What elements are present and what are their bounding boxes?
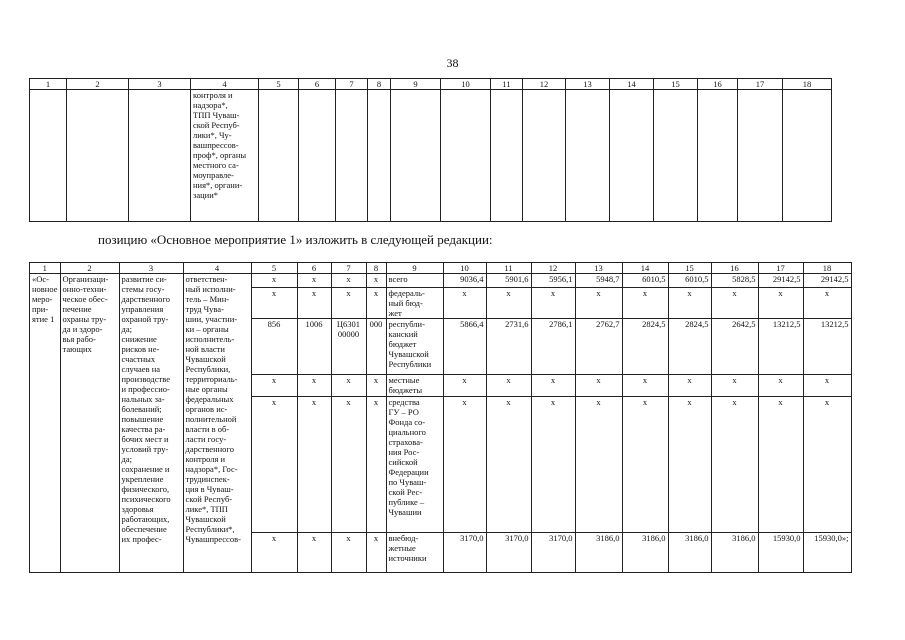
amount-cell: 29142,5 xyxy=(803,274,851,288)
header-cell: 9 xyxy=(386,263,443,274)
cell-line: «Ос- xyxy=(32,274,49,284)
cell-line: бюджеты xyxy=(388,385,423,395)
header-cell: 6 xyxy=(297,263,331,274)
cell-line: тель – Мин- xyxy=(185,294,230,304)
cell-line: Чувашской xyxy=(388,349,429,359)
cell-line: работающих, xyxy=(121,514,170,524)
cell-line: развитие си- xyxy=(121,274,167,284)
code-cell: x xyxy=(251,274,297,288)
cell-line: вашпрессов- xyxy=(193,140,239,150)
amount-cell: x xyxy=(486,288,531,319)
cell-line: республи- xyxy=(388,319,425,329)
cell-line: власти в об- xyxy=(185,424,230,434)
funding-source-cell xyxy=(386,319,443,375)
cell-line: лики*, Чу- xyxy=(193,130,232,140)
cell-line: обеспечение xyxy=(121,524,167,534)
header-cell: 7 xyxy=(336,79,368,90)
header-cell: 15 xyxy=(654,79,698,90)
cell-line: ответствен- xyxy=(185,274,228,284)
amount-cell: 2762,7 xyxy=(575,319,622,375)
cell-line: местные xyxy=(388,375,420,385)
cell-line: жетные xyxy=(388,543,416,553)
cell-line: стемы госу- xyxy=(121,284,165,294)
code-cell: x xyxy=(251,533,297,573)
cell-line: Республики xyxy=(388,359,432,369)
cell-line: печение xyxy=(62,304,92,314)
header-cell: 4 xyxy=(191,79,259,90)
cell-line: управления xyxy=(121,304,164,314)
funding-source-cell xyxy=(386,533,443,573)
amount-cell: 3170,0 xyxy=(443,533,486,573)
code-cell: x xyxy=(366,533,386,573)
header-cell: 10 xyxy=(441,79,491,90)
header-cell: 13 xyxy=(575,263,622,274)
cell-line: ные органы xyxy=(185,384,228,394)
amount-cell: 5866,4 xyxy=(443,319,486,375)
cell-line: ласти госу- xyxy=(185,434,227,444)
code-cell: x xyxy=(297,397,331,533)
cell-line: меро- xyxy=(32,294,53,304)
cell-line: жет xyxy=(388,308,402,318)
cell-line: нальных за- xyxy=(121,394,165,404)
amount-cell: 29142,5 xyxy=(758,274,803,288)
amount-cell: 5956,1 xyxy=(531,274,575,288)
amount-cell: x xyxy=(531,375,575,397)
amount-cell: 2824,5 xyxy=(668,319,711,375)
cell-line: органов ис- xyxy=(185,404,228,414)
code-cell: x xyxy=(366,288,386,319)
cell-line: Федерации xyxy=(388,467,429,477)
cell-line: лике*, ТПП xyxy=(185,504,228,514)
header-cell: 17 xyxy=(758,263,803,274)
cell-line: полнительной xyxy=(185,414,237,424)
amount-cell: x xyxy=(486,375,531,397)
amount-cell: x xyxy=(575,397,622,533)
code-cell: x xyxy=(331,397,366,533)
cell-line: по Чуваш- xyxy=(388,477,427,487)
cell-line: ской Респуб- xyxy=(185,494,233,504)
continuation-table xyxy=(29,78,832,222)
cell-line: моуправле- xyxy=(193,170,234,180)
amount-cell: x xyxy=(668,288,711,319)
code-cell: x xyxy=(366,274,386,288)
event-name-cell xyxy=(30,274,61,573)
cell-line: контроля и xyxy=(185,454,226,464)
cell-line: ГУ – РО xyxy=(388,407,419,417)
cell-line: федераль- xyxy=(388,288,425,298)
header-cell: 12 xyxy=(523,79,566,90)
header-cell: 3 xyxy=(129,79,191,90)
code-cell: x xyxy=(251,397,297,533)
cell-line: охраной тру- xyxy=(121,314,169,324)
cell-line: Чувашии xyxy=(388,507,422,517)
cell-line: дарственного xyxy=(121,294,170,304)
cell-line: зации* xyxy=(193,190,219,200)
cell-line: страхова- xyxy=(388,437,423,447)
amount-cell: 3186,0 xyxy=(575,533,622,573)
amount-cell: 5901,6 xyxy=(486,274,531,288)
code-cell: x xyxy=(297,375,331,397)
amount-cell: x xyxy=(622,397,668,533)
code-cell: x xyxy=(331,533,366,573)
amount-cell: 3170,0 xyxy=(486,533,531,573)
funding-source-cell xyxy=(386,375,443,397)
cell-line: физического, xyxy=(121,484,170,494)
cell-line: счастных xyxy=(121,354,156,364)
code-cell: x xyxy=(251,288,297,319)
header-cell: 12 xyxy=(531,263,575,274)
cell-line: труд Чува- xyxy=(185,304,224,314)
amount-cell: x xyxy=(758,397,803,533)
cell-line: Чувашской xyxy=(185,514,226,524)
cell-line: ТПП Чуваш- xyxy=(193,110,240,120)
cell-line: всего xyxy=(388,274,408,284)
cell-line: онно-техни- xyxy=(62,284,107,294)
cell-line: федеральных xyxy=(185,394,234,404)
cell-line: ный бюд- xyxy=(388,298,423,308)
cell-line: ния Рос- xyxy=(388,447,420,457)
cell-line: случаев на xyxy=(121,364,161,374)
cell-line: тающих xyxy=(62,344,92,354)
cell-line: проф*, органы xyxy=(193,150,247,160)
amount-cell: 2731,6 xyxy=(486,319,531,375)
cell-line: Чувашпрессов- xyxy=(185,534,241,544)
cell-line: территориаль- xyxy=(185,374,238,384)
cell-line: ный исполни- xyxy=(185,284,236,294)
cell-line: Организаци- xyxy=(62,274,109,284)
amount-cell: 5948,7 xyxy=(575,274,622,288)
code-cell: 1006 xyxy=(297,319,331,375)
header-row xyxy=(30,263,852,274)
code-cell: 000 xyxy=(366,319,386,375)
cell-line: средства xyxy=(388,397,420,407)
amount-cell: 3186,0 xyxy=(622,533,668,573)
funding-source-cell xyxy=(386,288,443,319)
amount-cell: 15930,0»; xyxy=(803,533,851,573)
funding-source-cell xyxy=(386,274,443,288)
cell-line: источники xyxy=(388,553,427,563)
cell-line: публике – xyxy=(388,497,425,507)
cell-line: дарственного xyxy=(185,444,234,454)
header-cell: 11 xyxy=(491,79,523,90)
code-cell: x xyxy=(366,397,386,533)
amount-cell: 15930,0 xyxy=(758,533,803,573)
cell-line: бюджет xyxy=(388,339,417,349)
code-cell: 856 xyxy=(251,319,297,375)
cell-line: контроля и xyxy=(193,90,233,100)
cell-line: психического xyxy=(121,494,171,504)
header-cell: 13 xyxy=(566,79,610,90)
table-row xyxy=(30,274,852,288)
cell-line: ческое обес- xyxy=(62,294,108,304)
amount-cell: 3186,0 xyxy=(711,533,758,573)
amount-cell: x xyxy=(575,375,622,397)
header-cell: 5 xyxy=(251,263,297,274)
header-cell: 10 xyxy=(443,263,486,274)
header-cell: 1 xyxy=(30,263,61,274)
header-cell: 11 xyxy=(486,263,531,274)
task-cell xyxy=(119,274,183,573)
code-cell: x xyxy=(297,288,331,319)
amount-cell: 3170,0 xyxy=(531,533,575,573)
code-cell: x xyxy=(297,533,331,573)
header-cell: 8 xyxy=(366,263,386,274)
amount-cell: x xyxy=(803,397,851,533)
cell-line: новное xyxy=(32,284,58,294)
table-row xyxy=(30,90,832,222)
participants-cell xyxy=(191,90,259,222)
amount-cell: x xyxy=(711,397,758,533)
header-cell: 4 xyxy=(183,263,251,274)
cell-line: Чувашской xyxy=(185,354,226,364)
amount-cell: x xyxy=(443,397,486,533)
cell-line: при- xyxy=(32,304,49,314)
cell-line: бочих мест и xyxy=(121,434,169,444)
cell-line: да; xyxy=(121,454,132,464)
amount-cell: 2786,1 xyxy=(531,319,575,375)
cell-line: циального xyxy=(388,427,426,437)
cell-line: надзора*, Гос- xyxy=(185,464,238,474)
header-cell: 16 xyxy=(711,263,758,274)
cell-line: здоровья xyxy=(121,504,154,514)
cell-line: да; xyxy=(121,324,132,334)
header-cell: 7 xyxy=(331,263,366,274)
code-cell: x xyxy=(331,288,366,319)
cell-line: Фонда со- xyxy=(388,417,426,427)
funding-source-cell xyxy=(386,397,443,533)
cell-line: Республики*, xyxy=(185,524,235,534)
code-cell: x xyxy=(297,274,331,288)
cell-line: ятие 1 xyxy=(32,314,55,324)
amount-cell: x xyxy=(622,375,668,397)
cell-line: охраны тру- xyxy=(62,314,107,324)
amount-cell: x xyxy=(803,375,851,397)
cell-line: ной власти xyxy=(185,344,225,354)
amount-cell: x xyxy=(486,397,531,533)
header-cell: 3 xyxy=(119,263,183,274)
header-cell: 8 xyxy=(368,79,391,90)
cell-line: Республики, xyxy=(185,364,231,374)
cell-line: ки – органы xyxy=(185,324,229,334)
amount-cell: 2642,5 xyxy=(711,319,758,375)
header-cell: 18 xyxy=(783,79,832,90)
cell-line: ской Рес- xyxy=(388,487,423,497)
cell-line: повышение xyxy=(121,414,164,424)
amount-cell: x xyxy=(443,288,486,319)
amount-cell: x xyxy=(711,375,758,397)
cell-line: надзора*, xyxy=(193,100,228,110)
cell-line: и профессио- xyxy=(121,384,170,394)
header-cell: 14 xyxy=(610,79,654,90)
amount-cell: x xyxy=(575,288,622,319)
amount-cell: 6010,5 xyxy=(668,274,711,288)
cell-line: вья рабо- xyxy=(62,334,96,344)
amount-cell: 2824,5 xyxy=(622,319,668,375)
header-row xyxy=(30,79,832,90)
header-cell: 2 xyxy=(67,79,129,90)
code-cell: x xyxy=(251,375,297,397)
cell-line: болеваний; xyxy=(121,404,162,414)
code-cell: x xyxy=(331,274,366,288)
amount-cell: x xyxy=(668,397,711,533)
cell-line: укрепление xyxy=(121,474,164,484)
cell-line: внебюд- xyxy=(388,533,419,543)
amount-cell: x xyxy=(622,288,668,319)
code-cell: x xyxy=(366,375,386,397)
amount-cell: x xyxy=(758,375,803,397)
cell-line: да и здоро- xyxy=(62,324,103,334)
amount-cell: x xyxy=(531,397,575,533)
header-cell: 1 xyxy=(30,79,67,90)
cell-line: шии, участни- xyxy=(185,314,238,324)
code-cell: x xyxy=(331,375,366,397)
header-cell: 2 xyxy=(60,263,119,274)
cell-line: ской Респуб- xyxy=(193,120,240,130)
participants-cell xyxy=(183,274,251,573)
cell-line: производстве xyxy=(121,374,170,384)
cell-line: ния*, органи- xyxy=(193,180,243,190)
amount-cell: x xyxy=(711,288,758,319)
header-cell: 17 xyxy=(738,79,783,90)
amount-cell: x xyxy=(803,288,851,319)
amount-cell: x xyxy=(758,288,803,319)
cell-line: сохранение и xyxy=(121,464,170,474)
cell-line: их профес- xyxy=(121,534,162,544)
cell-line: местного са- xyxy=(193,160,239,170)
amount-cell: 5828,5 xyxy=(711,274,758,288)
amount-cell: 6010,5 xyxy=(622,274,668,288)
amount-cell: 3186,0 xyxy=(668,533,711,573)
cell-line: канский xyxy=(388,329,418,339)
page-number: 38 xyxy=(446,56,459,70)
cell-line: качества ра- xyxy=(121,424,166,434)
amount-cell: x xyxy=(443,375,486,397)
cell-line: трудинспек- xyxy=(185,474,230,484)
program-table xyxy=(29,262,852,573)
header-cell: 9 xyxy=(391,79,441,90)
cell-line: рисков не- xyxy=(121,344,160,354)
intro-paragraph: позицию «Основное мероприятие 1» изложить в следующей редакции: xyxy=(98,232,493,247)
code-cell: Ц6301 00000 xyxy=(331,319,366,375)
header-cell: 6 xyxy=(299,79,336,90)
header-cell: 15 xyxy=(668,263,711,274)
cell-line: сийской xyxy=(388,457,418,467)
amount-cell: 13212,5 xyxy=(803,319,851,375)
header-cell: 14 xyxy=(622,263,668,274)
cell-line: условий тру- xyxy=(121,444,169,454)
amount-cell: x xyxy=(668,375,711,397)
header-cell: 5 xyxy=(259,79,299,90)
cell-line: ция в Чуваш- xyxy=(185,484,234,494)
event-title-cell xyxy=(60,274,119,573)
amount-cell: 13212,5 xyxy=(758,319,803,375)
header-cell: 16 xyxy=(698,79,738,90)
amount-cell: 9036,4 xyxy=(443,274,486,288)
cell-line: снижение xyxy=(121,334,157,344)
cell-line: исполнитель- xyxy=(185,334,235,344)
header-cell: 18 xyxy=(803,263,851,274)
amount-cell: x xyxy=(531,288,575,319)
